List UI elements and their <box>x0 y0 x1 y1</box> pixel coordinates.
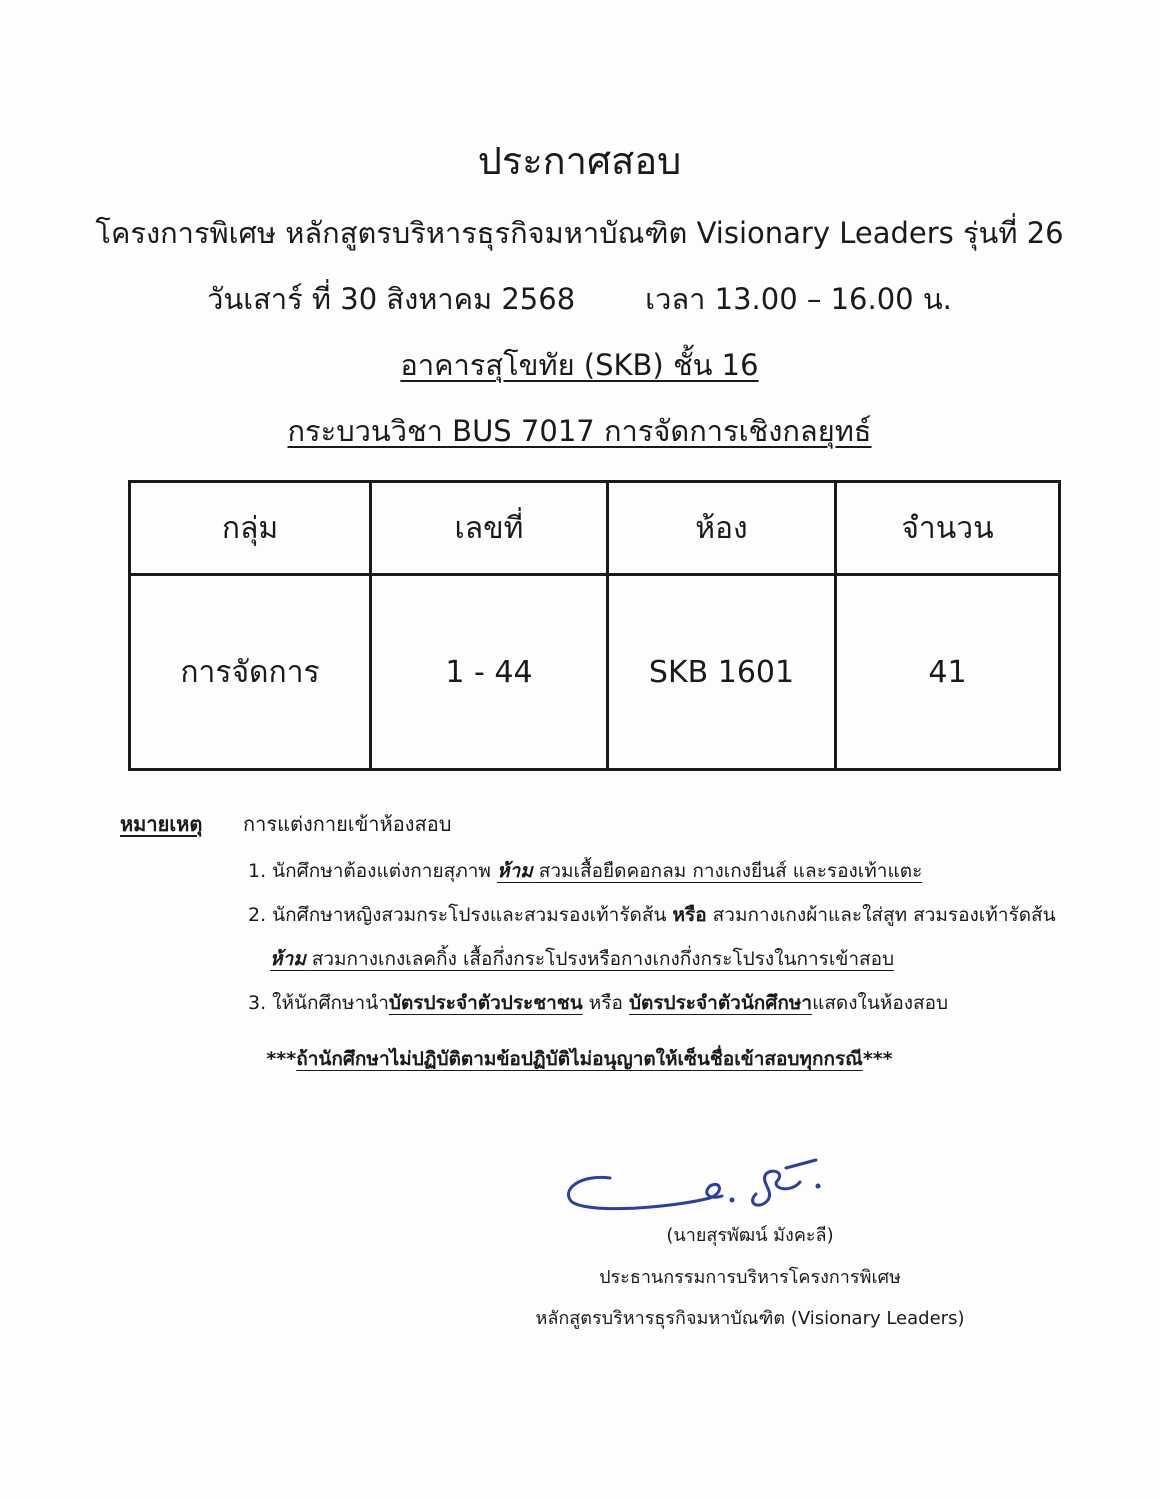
cell-number: 1 - 44 <box>371 575 608 770</box>
warning-stars-open: *** <box>266 1048 297 1070</box>
cell-group: การจัดการ <box>130 575 371 770</box>
note-item-2-emph: ห้าม <box>270 948 306 970</box>
exam-time: เวลา 13.00 – 16.00 น. <box>645 282 952 316</box>
note-item-1-rest: สวมเสื้อยืดคอกลม กางเกงยีนส์ และรองเท้าแตะ <box>532 860 923 882</box>
header-group: กลุ่ม <box>130 482 371 575</box>
note-item-2-prefix: 2. นักศึกษาหญิงสวมกระโปรงและสวมรองเท้ารัดส้น <box>248 904 673 926</box>
warning-line <box>0 1044 1159 1074</box>
note-item-2-line2-rest: สวมกางเกงเลคกิ้ง เสื้อกึ่งกระโปรงหรือกางเกงกึ่งกระโปรงในการเข้าสอบ <box>305 948 895 970</box>
exam-room-table <box>128 480 1061 771</box>
warning-text: ถ้านักศึกษาไม่ปฏิบัติตามข้อปฏิบัติไม่อนุญาตให้เซ็นชื่อเข้าสอบทุกกรณี <box>296 1048 863 1070</box>
signatory-program: หลักสูตรบริหารธุรกิจมหาบัณฑิต (Visionary Leaders) <box>535 1308 965 1329</box>
cell-count: 41 <box>836 575 1060 770</box>
exam-datetime <box>0 276 1159 322</box>
note-item-3 <box>248 988 948 1018</box>
course-text: กระบวนวิชา BUS 7017 การจัดการเชิงกลยุทธ์ <box>287 414 872 448</box>
page-title: ประกาศสอบ <box>477 139 682 183</box>
note-label: หมายเหตุ <box>120 812 203 836</box>
exam-date: วันเสาร์ ที่ 30 สิงหาคม 2568 <box>207 282 576 316</box>
building-text: อาคารสุโขทัย (SKB) ชั้น 16 <box>400 348 759 382</box>
table-row <box>130 575 1060 770</box>
signatory-position: ประธานกรรมการบริหารโครงการพิเศษ <box>599 1267 901 1288</box>
note-heading: การแต่งกายเข้าห้องสอบ <box>243 812 452 836</box>
note-item-3-student-card: บัตรประจำตัวนักศึกษา <box>628 992 813 1014</box>
cell-room: SKB 1601 <box>608 575 836 770</box>
note-item-3-prefix: 3. ให้นักศึกษานำ <box>248 992 389 1014</box>
header-count: จำนวน <box>836 482 1060 575</box>
note-item-3-rest: แสดงในห้องสอบ <box>812 992 949 1014</box>
note-item-2-or: หรือ <box>672 904 707 926</box>
note-item-1 <box>248 856 922 886</box>
exam-building <box>0 342 1159 388</box>
note-item-3-id-card: บัตรประจำตัวประชาชน <box>388 992 583 1014</box>
note-item-1-prefix: 1. นักศึกษาต้องแต่งกายสุภาพ <box>248 860 497 882</box>
header-number: เลขที่ <box>371 482 608 575</box>
note-item-1-emph: ห้าม <box>496 860 533 882</box>
warning-stars-close: *** <box>862 1048 893 1070</box>
note-item-2-rest: สวมกางเกงผ้าและใส่สูท สวมรองเท้ารัดส้น <box>706 904 1056 926</box>
exam-course <box>0 408 1159 454</box>
table-header-row <box>130 482 1060 575</box>
note-item-3-or: หรือ <box>582 992 629 1014</box>
signatory-name: (นายสุรพัฒน์ มังคะลี) <box>666 1225 834 1246</box>
program-name: โครงการพิเศษ หลักสูตรบริหารธุรกิจมหาบัณฑิต Visionary Leaders รุ่นที่ 26 <box>95 216 1064 250</box>
note-item-2-line2 <box>270 944 894 974</box>
header-room: ห้อง <box>608 482 836 575</box>
signature-image <box>560 1150 890 1220</box>
note-item-2 <box>248 900 1056 930</box>
